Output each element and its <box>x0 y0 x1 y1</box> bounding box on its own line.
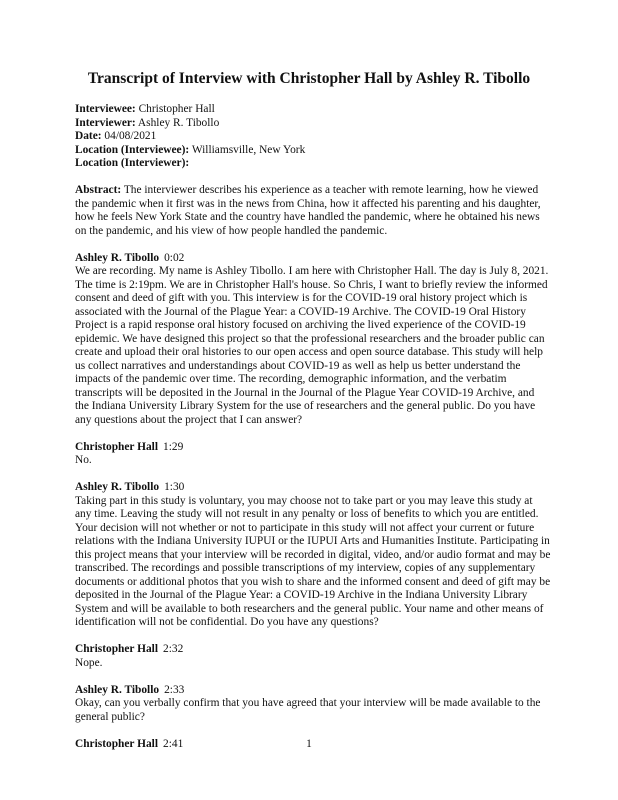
transcript-turn <box>75 252 555 428</box>
utterance-line: transcripts will be deposited in the Journal in the Journal of the Plague Year COVID-19 Archive, and <box>75 386 535 399</box>
utterance-line: create and upload their oral histories to our open access and open source database. This study will help <box>75 346 543 358</box>
abstract-text: The interviewer describes his experience as a teacher with remote learning, how he viewed <box>121 184 539 196</box>
speaker-name: Ashley R. Tibollo <box>75 683 160 696</box>
utterance-line: We are recording. My name is Ashley Tibollo. I am here with Christopher Hall. The day is July 8, 2021. <box>75 265 549 277</box>
abstract-line: on the pandemic, and his view of how people handled the pandemic. <box>75 224 388 237</box>
abstract-line <box>75 184 555 198</box>
utterance-line: No. <box>75 454 92 466</box>
metadata-interviewer <box>75 117 555 131</box>
transcript-turn <box>75 643 555 670</box>
transcript <box>75 252 555 752</box>
turn-header <box>75 684 555 698</box>
abstract-line: how he feels New York State and the country have handled the pandemic, where he obtained his news <box>75 211 540 223</box>
spacer <box>75 670 555 684</box>
speaker-name: Christopher Hall <box>75 440 159 453</box>
timestamp: 1:29 <box>163 440 184 453</box>
page-number: 1 <box>306 738 312 750</box>
metadata-label: Interviewee: <box>75 103 136 115</box>
metadata-label: Interviewer: <box>75 116 136 129</box>
turn-header <box>75 441 555 455</box>
metadata-label: Date: <box>75 130 102 142</box>
metadata-label: Location (Interviewer): <box>75 157 190 169</box>
utterance-line: relations with the Indiana University IUPUI or the IUPUI Arts and Humanities Institute. Participating in <box>75 535 550 547</box>
utterance-line: documents or additional photos that you wish to share and the informed consent and deed of gift may be <box>75 575 551 588</box>
transcript-turn <box>75 481 555 630</box>
metadata-value: 04/08/2021 <box>101 130 157 142</box>
utterance-line: identification will not be confidential. Do you have any questions? <box>75 616 379 628</box>
spacer <box>75 724 555 738</box>
utterance-line: Project is a rapid response oral history focused on archiving the lived experience of the COVID-19 <box>75 319 526 331</box>
utterance-line: general public? <box>75 710 145 723</box>
transcript-turn <box>75 441 555 468</box>
interview-metadata <box>75 103 555 171</box>
metadata-label: Location (Interviewee): <box>75 143 190 156</box>
utterance-line: the Indiana University Library System for the use of researchers and the general public. Do you have <box>75 400 536 412</box>
utterance-line: epidemic. We have designed this project so that the professional researchers and the broader public can <box>75 332 545 345</box>
spacer <box>75 468 555 482</box>
abstract-line: the pandemic when it first was in the news from China, how it affected his parenting and his daughter, <box>75 197 541 210</box>
utterance-line: associated with the Journal of the Plague Year: a COVID-19 Archive. The COVID-19 Oral History <box>75 305 526 318</box>
transcript-turn <box>75 684 555 725</box>
speaker-name: Ashley R. Tibollo <box>75 481 160 493</box>
timestamp: 2:41 <box>163 737 184 750</box>
metadata-location-interviewer <box>75 157 555 171</box>
utterance-line: this project means that your interview will be recorded in digital, video, and/or audio format and may be <box>75 548 551 561</box>
utterance-line: deposited in the Journal of the Plague Year: a COVID-19 Archive in the Indiana University Library <box>75 589 528 601</box>
speaker-name: Christopher Hall <box>75 737 159 750</box>
metadata-value: Williamsville, New York <box>189 143 306 156</box>
utterance-line: Your decision will not whether or not to participate in this study will not affect your current or future <box>75 521 535 534</box>
utterance-line: Taking part in this study is voluntary, you may choose not to take part or you may leave this study at <box>75 494 533 507</box>
metadata-value: Ashley R. Tibollo <box>135 116 220 129</box>
utterance-line: us collect narratives and understandings about COVID-19 as well as help us better understand the <box>75 359 521 372</box>
abstract-label: Abstract: <box>75 184 122 196</box>
timestamp: 2:32 <box>163 643 184 655</box>
utterance-line: Okay, can you verbally confirm that you have agreed that your interview will be made available to the <box>75 697 541 709</box>
metadata-date <box>75 130 555 144</box>
utterance-line: transcribed. The recordings and possible transcriptions of my interview, copies of any supplementary <box>75 562 536 574</box>
timestamp: 0:02 <box>164 251 185 264</box>
turn-header <box>75 643 555 657</box>
metadata-value: Christopher Hall <box>135 103 215 115</box>
spacer <box>75 630 555 644</box>
utterance-line: consent and deed of gift with you. This interview is for the COVID-19 oral history project which is <box>75 292 528 304</box>
speaker-name: Ashley R. Tibollo <box>75 251 160 264</box>
document-body <box>75 103 555 751</box>
utterance-line: any questions about the project that I can answer? <box>75 413 303 426</box>
utterance-line: any time. Leaving the study will not result in any penalty or loss of benefits to which you are entitled. <box>75 508 539 520</box>
abstract <box>75 184 555 238</box>
turn-header <box>75 252 555 266</box>
spacer <box>75 427 555 441</box>
utterance-line: System and will be available to both researchers and the general public. Your name and other means of <box>75 602 544 615</box>
utterance-line: The time is 2:19pm. We are in Christopher Hall's house. So Chris, I want to briefly review the informed <box>75 278 548 291</box>
metadata-location-interviewee <box>75 144 555 158</box>
metadata-interviewee <box>75 103 555 117</box>
document-title: Transcript of Interview with Christopher Hall by Ashley R. Tibollo <box>87 70 531 87</box>
speaker-name: Christopher Hall <box>75 643 159 655</box>
timestamp: 1:30 <box>164 481 185 493</box>
timestamp: 2:33 <box>164 683 185 696</box>
spacer <box>75 238 555 252</box>
spacer <box>75 171 555 185</box>
turn-header <box>75 481 555 495</box>
utterance-line: impacts of the pandemic over time. The recording, demographic information, and the verbatim <box>75 373 507 385</box>
utterance-line: Nope. <box>75 656 103 669</box>
